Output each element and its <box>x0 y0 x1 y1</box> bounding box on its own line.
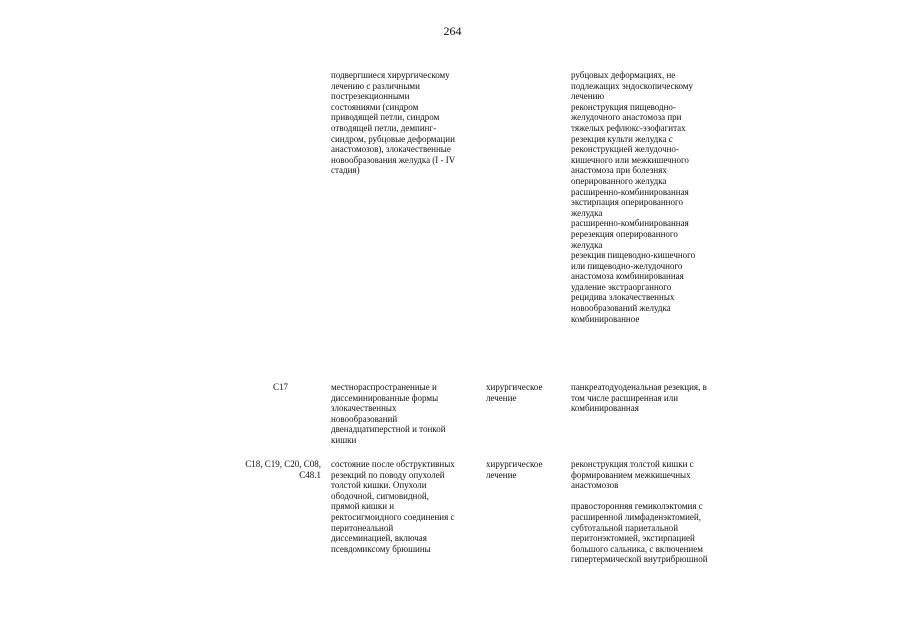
text-line: новообразований желудка <box>571 303 671 314</box>
text-line: желудка <box>571 239 603 250</box>
text-line: расширенной лимфаденэктомией, <box>571 511 701 522</box>
text-line: анастомозов), злокачественные <box>331 144 451 155</box>
text-line: комбинированная <box>571 403 639 414</box>
text-line: лечение <box>486 469 517 480</box>
text-line: расширенно-комбинированная <box>571 218 689 229</box>
text-line: анастомоза комбинированная <box>571 271 684 282</box>
text-line: хирургическое <box>486 382 543 392</box>
row2-treatment <box>486 382 566 403</box>
text-line: экстирпация оперированного <box>571 197 683 208</box>
text-line: реконструкция толстой кишки с <box>571 459 694 469</box>
text-line: резекция пищеводно-кишечного <box>571 250 696 261</box>
row2-condition <box>331 382 481 446</box>
text-line: комбинированное <box>571 313 640 324</box>
text-line: гипертермической внутрибрюшной <box>571 554 708 565</box>
text-line: анастомоза при болезнях <box>571 165 667 176</box>
text-line: субтотальной париетальной <box>571 522 679 533</box>
text-line: подвергшиеся хирургическому <box>331 70 450 80</box>
text-line: синдром, рубцовые деформации <box>331 133 455 144</box>
text-line: рецидива злокачественных <box>571 292 675 303</box>
text-line: C18, C19, C20, C08, <box>245 459 321 469</box>
text-line: прямой кишки и <box>331 501 395 512</box>
text-line: C17 <box>272 382 288 392</box>
text-line: хирургическое <box>486 459 543 469</box>
text-line: анастомозов <box>571 480 619 491</box>
text-line: резекция культи желудка с <box>571 133 673 144</box>
text-line: ободочной, сигмовидной, <box>331 490 429 501</box>
text-line: формированием межкишечных <box>571 469 691 480</box>
text-line: кишечного или межкишечного <box>571 154 689 165</box>
text-line: местнораспространенные и <box>331 382 437 392</box>
text-line: реконструкцией желудочно- <box>571 144 679 155</box>
text-line: состояниями (синдром <box>331 101 419 112</box>
text-line: лечению <box>571 91 605 102</box>
text-line: или пищеводно-желудочного <box>571 260 683 271</box>
text-line: приводящей петли, синдром <box>331 112 440 123</box>
text-line: новообразований <box>331 413 398 424</box>
text-line: C48.1 <box>299 469 321 480</box>
text-line: рубцовых деформациях, не <box>571 70 676 80</box>
text-line: состояние после обструктивных <box>331 459 455 469</box>
text-line: отводящей петли, демпинг- <box>331 122 437 133</box>
text-line: двенадцатиперстной и тонкой <box>331 424 446 435</box>
text-line: толстой кишки. Опухоли <box>331 480 427 491</box>
page-number: 264 <box>443 24 462 38</box>
text-line: новообразования желудка (I - IV <box>331 154 456 165</box>
text-line: правосторонняя гемиколэктомия с <box>571 501 703 512</box>
text-line: резекций по поводу опухолей <box>331 469 445 480</box>
text-line: желудочного анастомоза при <box>571 112 682 123</box>
row2-method <box>571 382 746 414</box>
text-line: злокачественных <box>331 403 397 414</box>
text-line: большого сальника, с включением <box>571 543 703 554</box>
text-line: желудка <box>571 207 603 218</box>
text-line: том числе расширенная или <box>571 392 679 403</box>
text-line: ректосигмоидного соединения с <box>331 511 455 522</box>
text-line: удаление экстраорганного <box>571 281 672 292</box>
row3-codes <box>226 459 321 480</box>
text-line: ререзекция оперированного <box>571 228 678 239</box>
text-line: лечение <box>486 392 517 403</box>
row1-method <box>571 70 746 324</box>
text-line: лечению с различными <box>331 80 420 91</box>
text-line: тяжелых рефлюкс-эзофагитах <box>571 122 686 133</box>
text-line: стадия) <box>331 165 360 176</box>
text-line <box>571 491 746 502</box>
text-line: оперированного желудка <box>571 175 667 186</box>
row3-treatment <box>486 459 566 480</box>
text-line: псевдомиксому брюшины <box>331 543 431 554</box>
text-line: диссеминированные формы <box>331 392 439 403</box>
text-line: перитонэктомией, экстирпацией <box>571 533 695 544</box>
text-line: пострезекционными <box>331 91 410 102</box>
text-line: перитонеальной <box>331 522 394 533</box>
text-line: диссеминацией, включая <box>331 533 427 544</box>
row3-method <box>571 459 746 565</box>
text-line: подлежащих эндоскопическому <box>571 80 694 91</box>
text-line: панкреатодуоденальная резекция, в <box>571 382 707 392</box>
row3-condition <box>331 459 481 554</box>
text-line: реконструкция пищеводно- <box>571 101 676 112</box>
text-line: расширенно-комбинированная <box>571 186 689 197</box>
row2-codes <box>232 382 288 393</box>
row1-condition <box>331 70 481 176</box>
text-line: кишки <box>331 434 357 445</box>
